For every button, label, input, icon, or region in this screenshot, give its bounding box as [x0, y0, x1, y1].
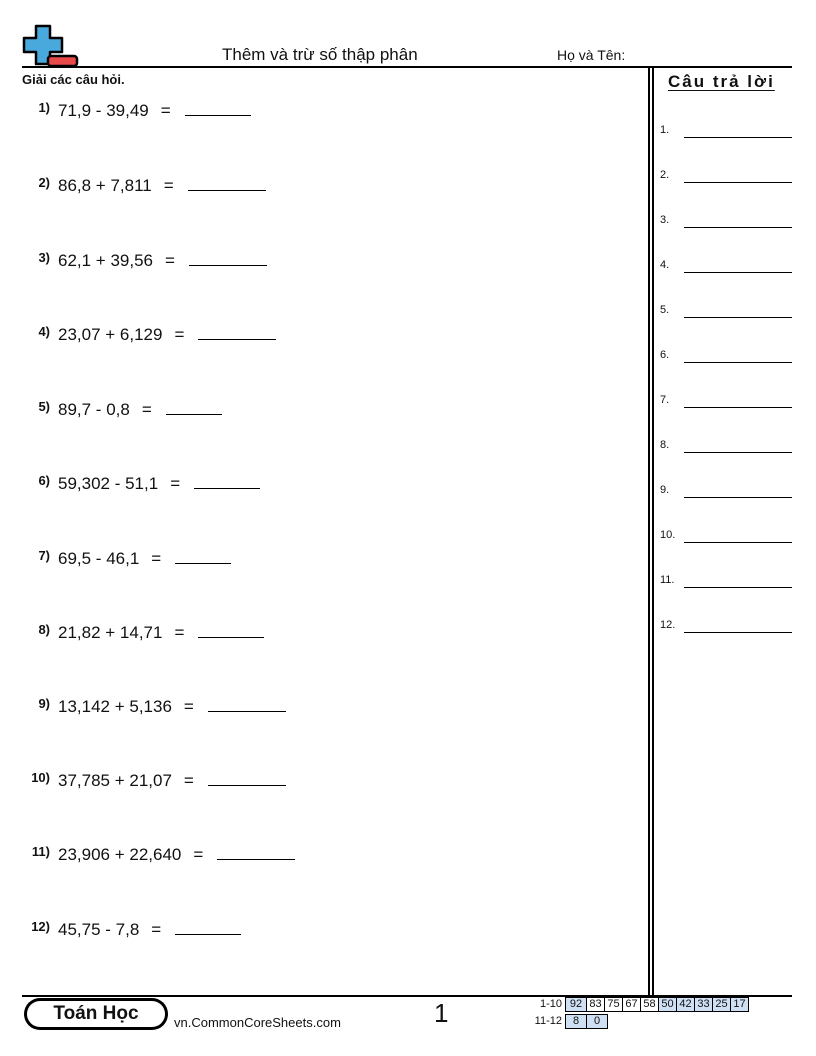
answer-key-number: 12. — [660, 619, 676, 631]
score-cell: 25 — [712, 997, 731, 1012]
score-row-label: 11-12 — [534, 1015, 562, 1027]
question-row — [22, 696, 286, 720]
answer-key-line[interactable] — [684, 452, 792, 453]
answer-key-line[interactable] — [684, 632, 792, 633]
page-number: 1 — [434, 998, 449, 1028]
question-number: 1) — [38, 100, 50, 115]
question-expression: 13,142 + 5,136 — [58, 697, 172, 716]
question-row — [22, 399, 222, 423]
answer-key-line[interactable] — [684, 137, 792, 138]
answer-key-row — [660, 439, 792, 459]
answer-key-number: 5. — [660, 304, 670, 316]
answer-key-number: 8. — [660, 439, 670, 451]
question-expression: 21,82 + 14,71 — [58, 623, 163, 642]
answer-blank[interactable] — [198, 622, 264, 638]
answer-key-row — [660, 259, 792, 279]
answer-blank[interactable] — [194, 473, 260, 489]
answer-blank[interactable] — [189, 250, 267, 266]
question-expression: 62,1 + 39,56 — [58, 251, 154, 270]
answer-key-line[interactable] — [684, 497, 792, 498]
question-number: 6) — [38, 473, 50, 488]
answer-key-number: 4. — [660, 259, 670, 271]
answer-key-row — [660, 574, 792, 594]
question-row — [22, 622, 264, 646]
score-cell: 42 — [676, 997, 695, 1012]
score-cell: 17 — [730, 997, 749, 1012]
question-number: 10) — [31, 770, 50, 785]
score-cell: 75 — [604, 997, 623, 1012]
score-cell: 33 — [694, 997, 713, 1012]
question-number: 7) — [38, 548, 50, 563]
question-expression: 69,5 - 46,1 — [58, 549, 140, 568]
answer-key-row — [660, 394, 792, 414]
answer-blank[interactable] — [166, 399, 222, 415]
question-expression: 23,07 + 6,129 — [58, 325, 163, 344]
equals-sign: = — [183, 771, 194, 790]
name-label: Họ và Tên: — [557, 47, 626, 63]
equals-sign: = — [193, 845, 204, 864]
question-row — [22, 100, 251, 124]
answer-key-line[interactable] — [684, 317, 792, 318]
question-row — [22, 844, 295, 868]
score-cell: 67 — [622, 997, 641, 1012]
score-cell: 83 — [586, 997, 605, 1012]
score-cell: 50 — [658, 997, 677, 1012]
score-cell: 8 — [565, 1014, 587, 1029]
answer-blank[interactable] — [198, 324, 276, 340]
answer-key-line[interactable] — [684, 227, 792, 228]
question-number: 2) — [38, 175, 50, 190]
answer-blank[interactable] — [175, 548, 231, 564]
score-row-label: 1-10 — [539, 998, 562, 1010]
equals-sign: = — [141, 400, 152, 419]
question-number: 5) — [38, 399, 50, 414]
instructions: Giải các câu hỏi. — [22, 72, 125, 87]
answer-blank[interactable] — [185, 100, 251, 116]
equals-sign: = — [165, 251, 175, 270]
question-expression: 59,302 - 51,1 — [58, 474, 159, 493]
worksheet-title: Thêm và trừ số thập phân — [222, 45, 418, 64]
answer-key-line[interactable] — [684, 182, 792, 183]
answer-key-number: 2. — [660, 169, 670, 181]
answer-blank[interactable] — [175, 919, 241, 935]
question-expression: 45,75 - 7,8 — [58, 920, 140, 939]
question-number: 9) — [38, 696, 50, 711]
answer-key-number: 7. — [660, 394, 670, 406]
question-row — [22, 250, 267, 274]
question-row — [22, 919, 241, 943]
answer-key-line[interactable] — [684, 407, 792, 408]
question-expression: 71,9 - 39,49 — [58, 101, 149, 120]
equals-sign: = — [160, 101, 171, 120]
question-expression: 86,8 + 7,811 — [58, 176, 152, 195]
question-row — [22, 770, 286, 794]
equals-sign: = — [151, 549, 162, 568]
answer-key-number: 11. — [660, 574, 675, 586]
question-expression: 89,7 - 0,8 — [58, 400, 130, 419]
question-number: 8) — [38, 622, 50, 637]
answer-key-row — [660, 529, 792, 549]
site-url: vn.CommonCoreSheets.com — [174, 1015, 341, 1030]
answer-key-row — [660, 169, 792, 189]
brand-label: Toán Học — [27, 1001, 165, 1027]
answer-key-row — [660, 214, 792, 234]
answer-key-line[interactable] — [684, 362, 792, 363]
equals-sign: = — [151, 920, 162, 939]
question-expression: 37,785 + 21,07 — [58, 771, 172, 790]
score-cell: 0 — [586, 1014, 608, 1029]
brand-badge — [24, 998, 168, 1030]
column-divider — [648, 67, 650, 996]
equals-sign: = — [170, 474, 181, 493]
question-row — [22, 473, 260, 497]
plus-minus-logo-icon — [22, 24, 80, 68]
score-cell: 92 — [565, 997, 587, 1012]
answer-blank[interactable] — [188, 175, 266, 191]
answer-key-title: Câu trả lời — [668, 72, 775, 91]
header-rule — [22, 66, 792, 68]
question-number: 12) — [31, 919, 50, 934]
answer-key-row — [660, 304, 792, 324]
question-row — [22, 548, 231, 572]
equals-sign: = — [174, 623, 185, 642]
answer-key-number: 1. — [660, 124, 670, 136]
answer-key-number: 10. — [660, 529, 676, 541]
answer-blank[interactable] — [208, 770, 286, 786]
score-cell: 58 — [640, 997, 659, 1012]
answer-key-line[interactable] — [684, 272, 792, 273]
equals-sign: = — [163, 176, 174, 195]
answer-blank[interactable] — [208, 696, 286, 712]
answer-key-line[interactable] — [684, 542, 792, 543]
question-expression: 23,906 + 22,640 — [58, 845, 182, 864]
column-divider — [652, 67, 654, 996]
answer-key-row — [660, 619, 792, 639]
question-number: 4) — [38, 324, 50, 339]
answer-key-row — [660, 349, 792, 369]
answer-blank[interactable] — [217, 844, 295, 860]
question-row — [22, 324, 276, 348]
question-number: 11) — [31, 844, 50, 859]
answer-key-row — [660, 124, 792, 144]
answer-key-number: 9. — [660, 484, 670, 496]
answer-key-number: 3. — [660, 214, 670, 226]
answer-key-number: 6. — [660, 349, 670, 361]
answer-key-line[interactable] — [684, 587, 792, 588]
question-number: 3) — [38, 250, 50, 265]
equals-sign: = — [174, 325, 185, 344]
answer-key-row — [660, 484, 792, 504]
equals-sign: = — [183, 697, 194, 716]
question-row — [22, 175, 266, 199]
